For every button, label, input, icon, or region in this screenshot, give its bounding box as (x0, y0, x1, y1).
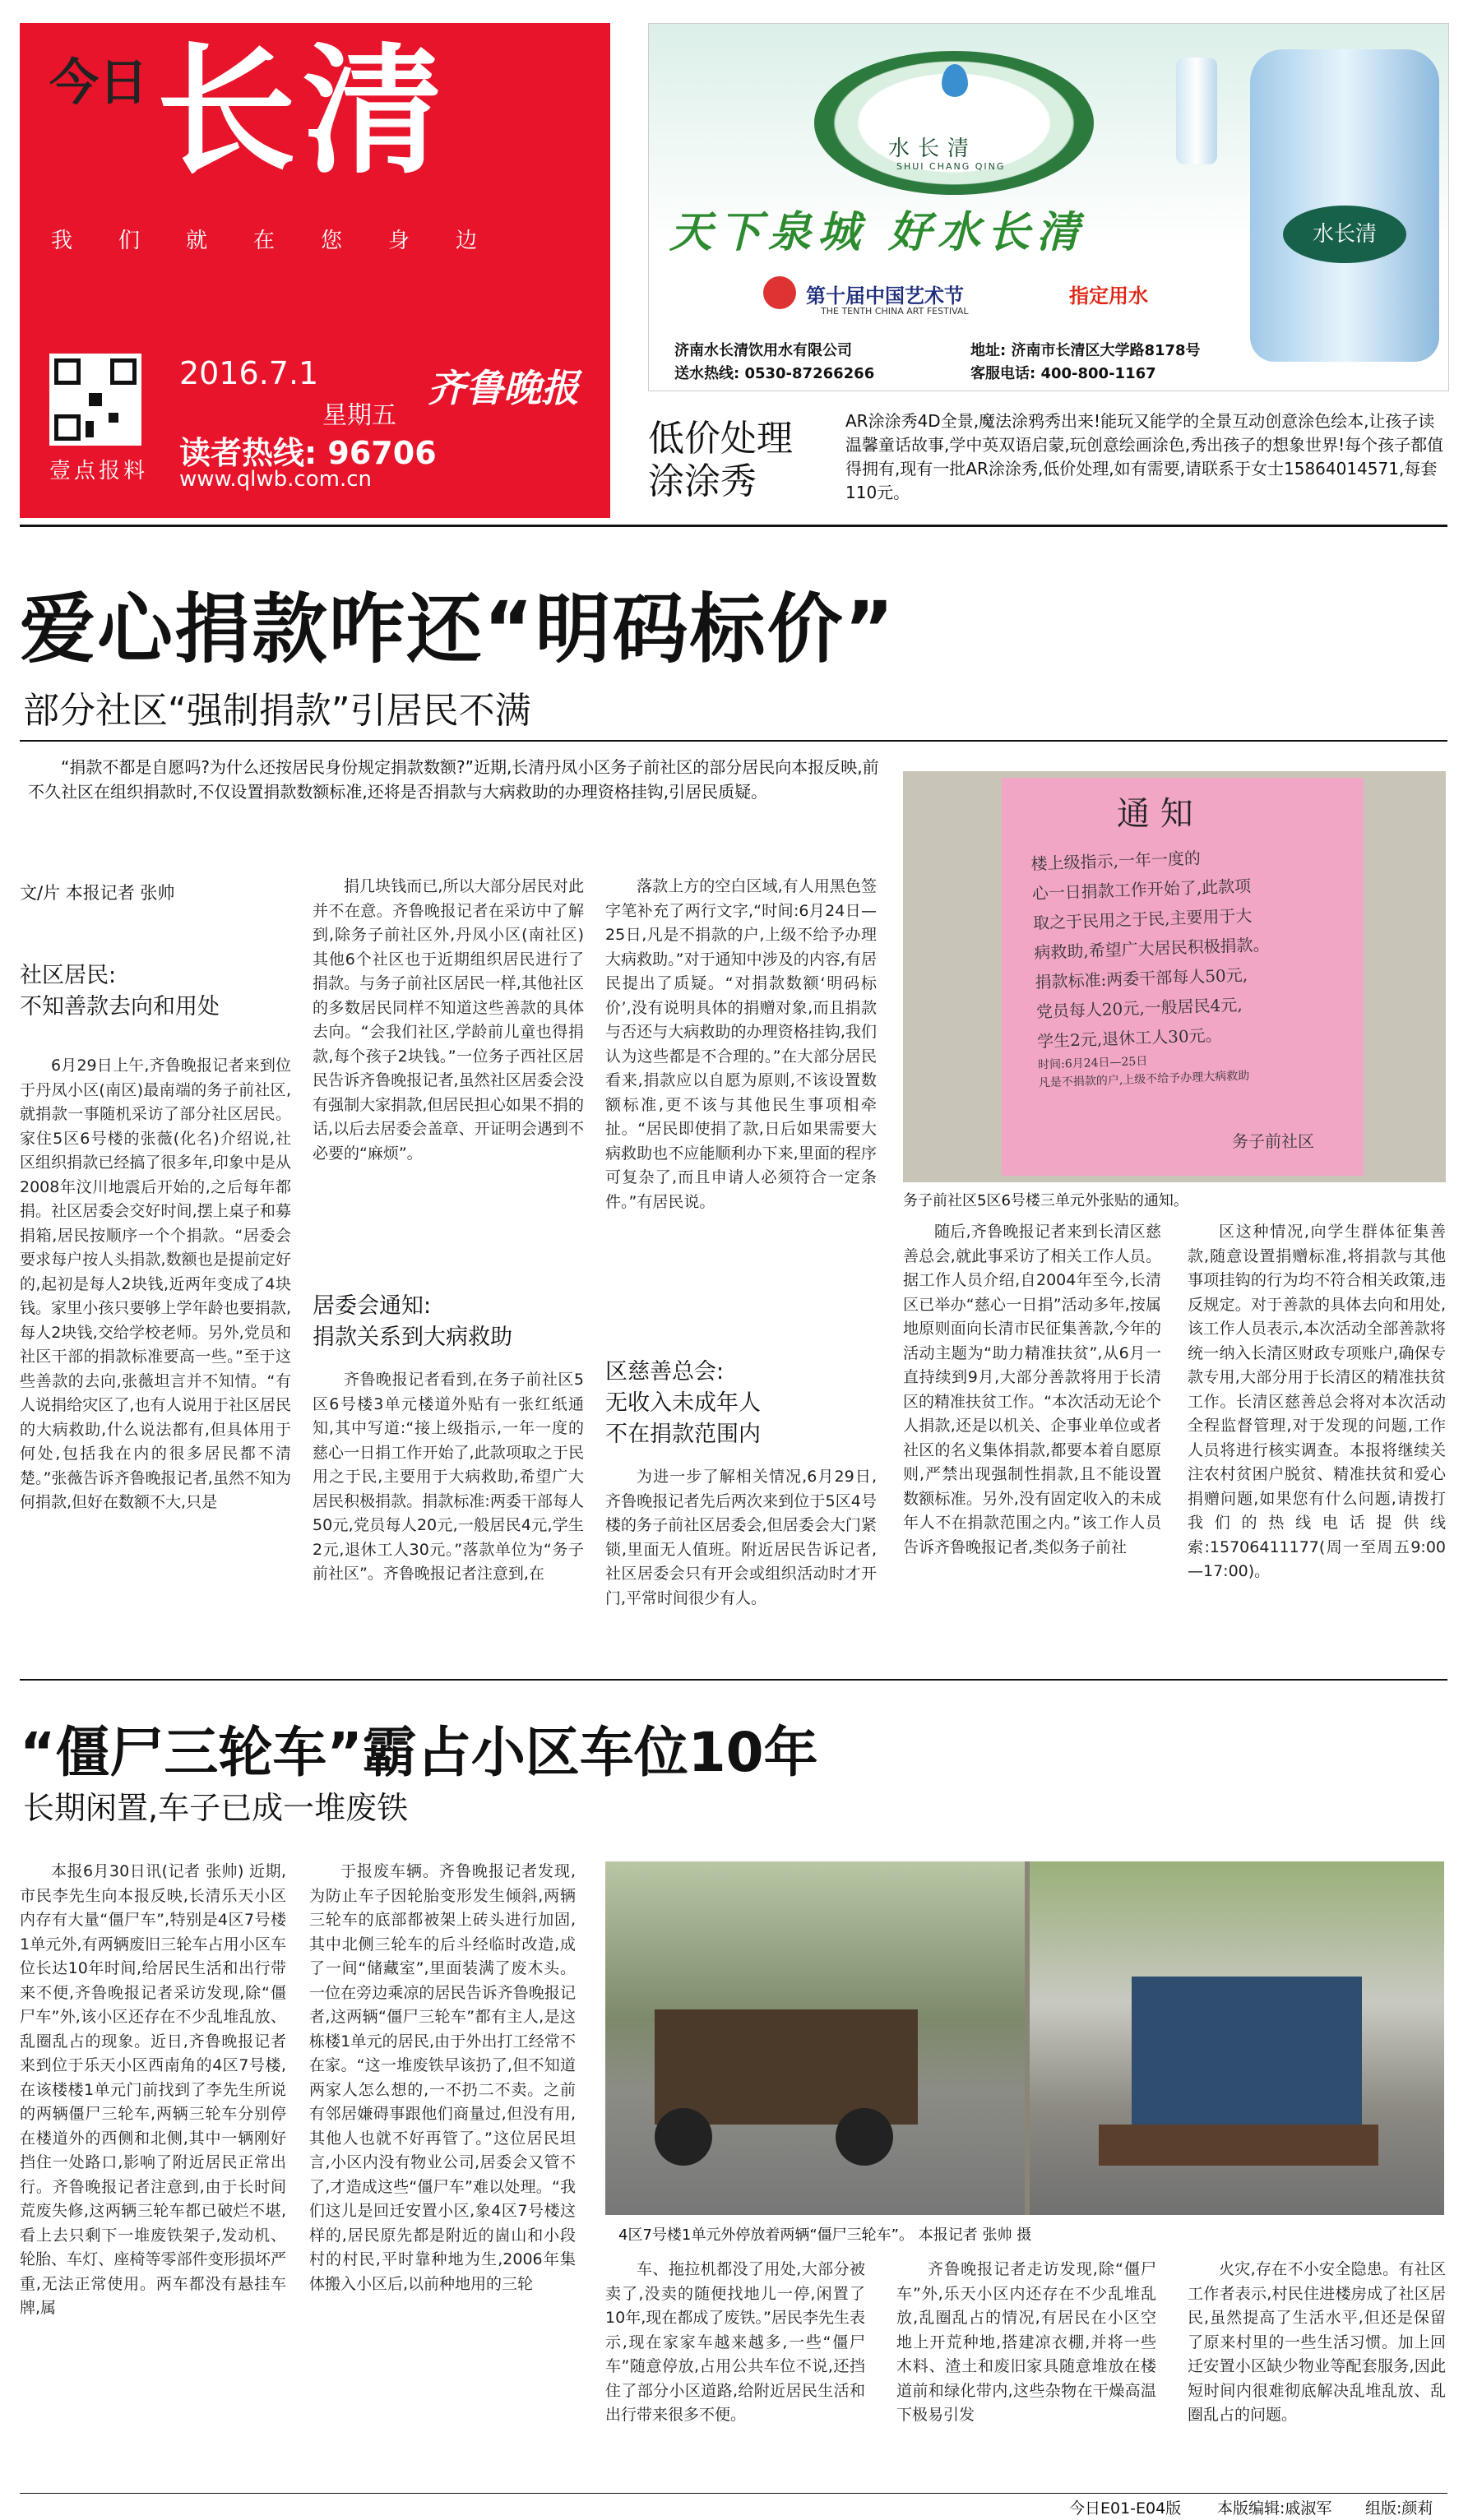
ad-slogan: 天下泉城 好水长清 (669, 207, 1086, 257)
article1-byline: 文/片 本报记者 张帅 (20, 883, 175, 903)
notice-line: 捐款标准:两委干部每人50元, (1035, 964, 1248, 992)
notice-line: 取之于民用之于民,主要用于大 (1032, 905, 1253, 933)
article1-column5: 区这种情况,向学生群体征集善款,随意设置捐赠标准,将捐款与其他事项挂钩的行为均不符合相关政策,违反规定。对于善款的具体去向和用处,该工作人员表示,本次活动全部善款将统一纳入长清区财政专项账户,确保专款专用,大部分用于长清区的精准扶贫工作。长清区慈善总会将对本次活动全程监督管理,对于发现的问题,工作人员将进行核实调查。本报将继续关注农村贫困户脱贫、精准扶贫和爱心捐赠问题,如果您有什么问题,请拨打我们的热线电话提供线索:15706411177(周一至周五9:00—17:00)。 (1188, 1223, 1446, 1580)
logo-small: 今日 (49, 54, 148, 112)
article1-subhead1-a: 社区居民: (20, 963, 117, 988)
article1-column2b: 齐鲁晚报记者看到,在务子前社区5区6号楼3单元楼道外贴有一张红纸通知,其中写道:“接上级指示,一年一度的慈心一日捐工作开始了,此款项取之于民用之于民,主要用于大病救助,希望广大居民积极捐款。捐款标准:两委干部每人50元,党员每人20元,一般居民4元,学生2元,退休工人30元。”落款单位为“务子前社区”。齐鲁晚报记者注意到,在 (313, 1371, 584, 1583)
notice-line: 心一日捐款工作开始了,此款项 (1031, 876, 1252, 904)
art-festival-emblem-icon (763, 276, 796, 309)
article1-column4: 随后,齐鲁晚报记者来到长清区慈善总会,就此事采访了相关工作人员。据工作人员介绍,自2004年至今,长清区已举办“慈心一日捐”活动多年,按属地原则面向长清市民征集善款,今年的活动主题为“助力精准扶贫”,从6月一直持续到9月,大部分善款将用于长清区的精准扶贫工作。“本次活动无论个人捐款,还是以机关、企事业单位或者社区的名义集体捐款,都要本着自愿原则,严禁出现强制性捐款,且不能设置数额标准。另外,没有固定收入的未成年人不在捐款范围之内。”该工作人员告诉齐鲁晚报记者,类似务子前社 (903, 1223, 1161, 1556)
notice-line: 凡是不捐款的户,上级不给予办理大病救助 (1038, 1069, 1250, 1090)
footer-divider (20, 2493, 1447, 2494)
ad-company: 济南水长清饮用水有限公司 (674, 342, 852, 359)
logo-main: 长清 (156, 30, 450, 193)
notice-line: 时间:6月24日—25日 (1037, 1054, 1148, 1072)
article2-column4: 齐鲁晚报记者走访发现,除“僵尸车”外,乐天小区内还存在不少乱堆乱放,乱圈乱占的情况,有居民在小区空地上开荒种地,搭建凉衣棚,并将一些木料、渣土和废旧家具随意堆放在楼道前和绿化带内,这些杂物在干燥高温下极易引发 (896, 2260, 1156, 2424)
qr-label: 壹点报料 (49, 459, 149, 483)
divider (20, 525, 1447, 527)
notice-line: 党员每人20元,一般居民4元, (1035, 994, 1243, 1022)
divider (20, 1679, 1447, 1681)
article2-headline[interactable]: “僵尸三轮车”霸占小区车位10年 (20, 1721, 818, 1784)
article2-column5: 火灾,存在不小安全隐患。有社区工作者表示,村民住进楼房成了社区居民,虽然提高了生活水平,但还是保留了原来村里的一些生活习惯。加上回迁安置小区缺少物业等配套服务,因此短时间内很难彻底解决乱堆乱放、乱圈乱占的问题。 (1188, 2260, 1446, 2424)
article1-column3a: 落款上方的空白区域,有人用黑色签字笔补充了两行文字,“时间:6月24日—25日,凡是不捐款的户,上级不给予办理大病救助。”对于通知中涉及的内容,有居民提出了质疑。“对捐款数额‘明码标价’,没有说明具体的捐赠对象,而且捐款与否还与大病救助的办理资格挂钩,我们认为这些都是不合理的。”在大部分居民看来,捐款应以自愿为原则,不该设置数额标准,更不该与其他民生事项相牵扯。“居民即使捐了款,日后如果需要大病救助也不应能顺利办下来,里面的程序可复杂了,而且申请人必须符合一定条件。”有居民说。 (605, 877, 877, 1211)
footer-layout: 组版:颜莉 (1365, 2499, 1433, 2518)
ar-ad-text: AR涂涂秀4D全景,魔法涂鸦秀出来!能玩又能学的全景互动创意涂色绘本,让孩子读温馨童话故事,学中英双语启蒙,玩创意绘画涂色,秀出孩子的想象世界!每个孩子都值得拥有,现有一批AR涂涂秀,低价处理,如有需要,请联系于女士15864014571,每套110元。 (845, 411, 1444, 502)
article1-column1: 6月29日上午,齐鲁晚报记者来到位于丹凤小区(南区)最南端的务子前社区,就捐款一事随机采访了部分社区居民。家住5区6号楼的张薇(化名)介绍说,社区组织捐款已经搞了很多年,印象中是从2008年汶川地震后开始的,之后每年都捐。社区居委会交好时间,摆上桌子和募捐箱,居民按顺序一个个捐款。“居委会要求每户按人头捐款,数额也是提前定好的,起初是每人2块钱,近两年变成了4块钱。家里小孩只要够上学年龄也要捐款,每人2块钱,交给学校老师。另外,党员和社区干部的捐款标准要高一些。”至于这些善款的去向,张薇坦言并不知情。“有人说捐给灾区了,也有人说用于社区居民的大病救助,什么说法都有,但具体用于何处,包括我在内的很多居民都不清楚。”张薇告诉齐鲁晚报记者,虽然不知为何捐款,但好在数额不大,只是 (20, 1057, 291, 1511)
article1-column3b: 为进一步了解相关情况,6月29日,齐鲁晚报记者先后两次来到位于5区4号楼的务子前社区居委会,但居委会大门紧锁,里面无人值班。附近居民告诉记者,社区居委会只有开会或组织活动时才开门,平常时间很少有人。 (605, 1468, 877, 1607)
footer-pages: 今日E01-E04版 (1069, 2499, 1182, 2518)
ar-ad-title-2: 涂涂秀 (648, 460, 757, 502)
footer-editor: 本版编辑:戚淑军 (1217, 2499, 1332, 2518)
article1-subhead2-a: 居委会通知: (313, 1293, 432, 1319)
article1-subhead2-b: 捐款关系到大病救助 (313, 1325, 512, 1350)
article1-headline[interactable]: 爱心捐款咋还“明码标价” (20, 585, 896, 673)
bottle-label: 水长清 (1283, 206, 1406, 263)
notice-sign: 务子前社区 (1232, 1131, 1314, 1151)
festival-tag: 指定用水 (1069, 284, 1148, 307)
festival-english: THE TENTH CHINA ART FESTIVAL (821, 306, 969, 317)
issue-weekday: 星期五 (322, 401, 396, 430)
notice-photo[interactable] (903, 771, 1446, 1182)
article1-lede: “捐款不都是自愿吗?为什么还按居民身份规定捐款数额?”近期,长清丹凤小区务子前社区的部分居民向本报反映,前不久社区在组织捐款时,不仅设置捐款数额标准,还将是否捐款与大病救助的办理资格挂钩,引居民质疑。 (28, 757, 879, 802)
ad-delivery-phone: 送水热线: 0530-87266266 (674, 365, 875, 382)
article2-subhead: 长期闲置,车子已成一堆废铁 (23, 1790, 409, 1826)
ad-address: 地址: 济南市长清区大学路8178号 (970, 342, 1201, 359)
article2-column3: 车、拖拉机都没了用处,大部分被卖了,没卖的随便找地儿一停,闲置了10年,现在都成了废铁。”居民李先生表示,现在家家车越来越多,一些“僵尸车”随意停放,占用公共车位不说,还挡住了部分小区道路,给附近居民生活和出行带来很多不便。 (605, 2260, 865, 2424)
divider (20, 740, 1447, 742)
ad-brand-name: 水长清 (888, 136, 978, 161)
article1-subhead3-c: 不在捐款范围内 (605, 1422, 761, 1447)
article2-column1: 本报6月30日讯(记者 张帅) 近期,市民李先生向本报反映,长清乐天小区内存有大量“僵尸车”,特别是4区7号楼1单元外,有两辆废旧三轮车占用小区车位长达10年时间,给居民生活和出行带来不便,齐鲁晚报记者采访发现,除“僵尸车”外,该小区还存在不少乱堆乱放、乱圈乱占的现象。近日,齐鲁晚报记者来到位于乐天小区西南角的4区7号楼,在该楼楼1单元门前找到了李先生所说的两辆僵尸三轮车,两辆三轮车分别停在楼道外的西侧和北侧,其中一辆刚好挡住一处路口,影响了附近居民正常出行。齐鲁晚报记者注意到,由于长时间荒废失修,这两辆三轮车都已破烂不堪,看上去只剩下一堆废铁架子,发动机、轮胎、车灯、座椅等零部件变形损坏严重,无法正常使用。两车都没有悬挂车牌,属 (20, 1862, 286, 2317)
notice-line: 楼上级指示,一年一度的 (1030, 848, 1202, 874)
water-drop-icon (942, 64, 968, 97)
reader-hotline: 读者热线: 96706 (179, 435, 437, 471)
article1-subhead3-b: 无收入未成年人 (605, 1390, 761, 1416)
notice-title: 通 知 (1117, 795, 1193, 833)
article1-subhead3-a: 区慈善总会: (605, 1359, 725, 1385)
notice-line: 病救助,希望广大居民积极捐款。 (1033, 934, 1270, 963)
ad-brand-pinyin: SHUI CHANG QING (896, 161, 1006, 172)
article1-subhead1-b: 不知善款去向和用处 (20, 994, 220, 1020)
festival-name: 第十届中国艺术节 (806, 284, 964, 307)
tricycle-photo[interactable] (605, 1861, 1444, 2215)
notice-photo-caption: 务子前社区5区6号楼三单元外张贴的通知。 (903, 1192, 1188, 1209)
article1-column2a: 捐几块钱而已,所以大部分居民对此并不在意。齐鲁晚报记者在采访中了解到,除务子前社区外,丹凤小区(南社区)其他6个社区也于近期组织居民进行了捐款。与务子前社区居民一样,其他社区的多数居民同样不知道这些善款的具体去向。“会我们社区,学龄前儿童也得捐款,每个孩子2块钱。”一位务子西社区居民告诉齐鲁晚报记者,虽然社区居委会没有强制大家捐款,但居民担心如果不捐的话,以后去居委会盖章、开证明会遇到不必要的“麻烦”。 (313, 877, 584, 1163)
website-link[interactable]: www.qlwb.com.cn (179, 467, 372, 492)
masthead-slogan: 我们就在您身边 (51, 229, 524, 253)
newspaper-name: 齐鲁晚报 (428, 366, 579, 410)
ar-ad-title-1: 低价处理 (648, 418, 793, 460)
small-bottle-image (1176, 58, 1217, 164)
qr-code-icon[interactable] (49, 354, 141, 446)
ad-service-phone: 客服电话: 400-800-1167 (970, 365, 1156, 382)
issue-date: 2016.7.1 (179, 355, 319, 391)
notice-line: 学生2元,退休工人30元。 (1036, 1024, 1222, 1052)
article1-subhead: 部分社区“强制捐款”引居民不满 (23, 690, 531, 732)
article2-column2: 于报废车辆。齐鲁晚报记者发现,为防止车子因轮胎变形发生倾斜,两辆三轮车的底部都被架上砖头进行加固,其中北侧三轮车的后斗经临时改造,成了一间“储藏室”,里面装满了废木头。一位在旁边乘凉的居民告诉齐鲁晚报记者,这两辆“僵尸三轮车”都有主人,是这栋楼1单元的居民,由于外出打工经常不在家。“这一堆废铁早该扔了,但不知道两家人怎么想的,一不扔二不卖。之前有邻居嫌碍事跟他们商量过,但没有用,其他人也就不好再管了。”这位居民坦言,小区内没有物业公司,居委会又管不了,才造成这些“僵尸车”难以处理。“我们这儿是回迁安置小区,象4区7号楼这样的,居民原先都是附近的崮山和小段村的村民,平时靠种地为生,2006年集体搬入小区后,以前种地用的三轮 (309, 1862, 576, 2293)
tricycle-photo-caption: 4区7号楼1单元外停放着两辆“僵尸三轮车”。 本报记者 张帅 摄 (618, 2226, 1032, 2244)
